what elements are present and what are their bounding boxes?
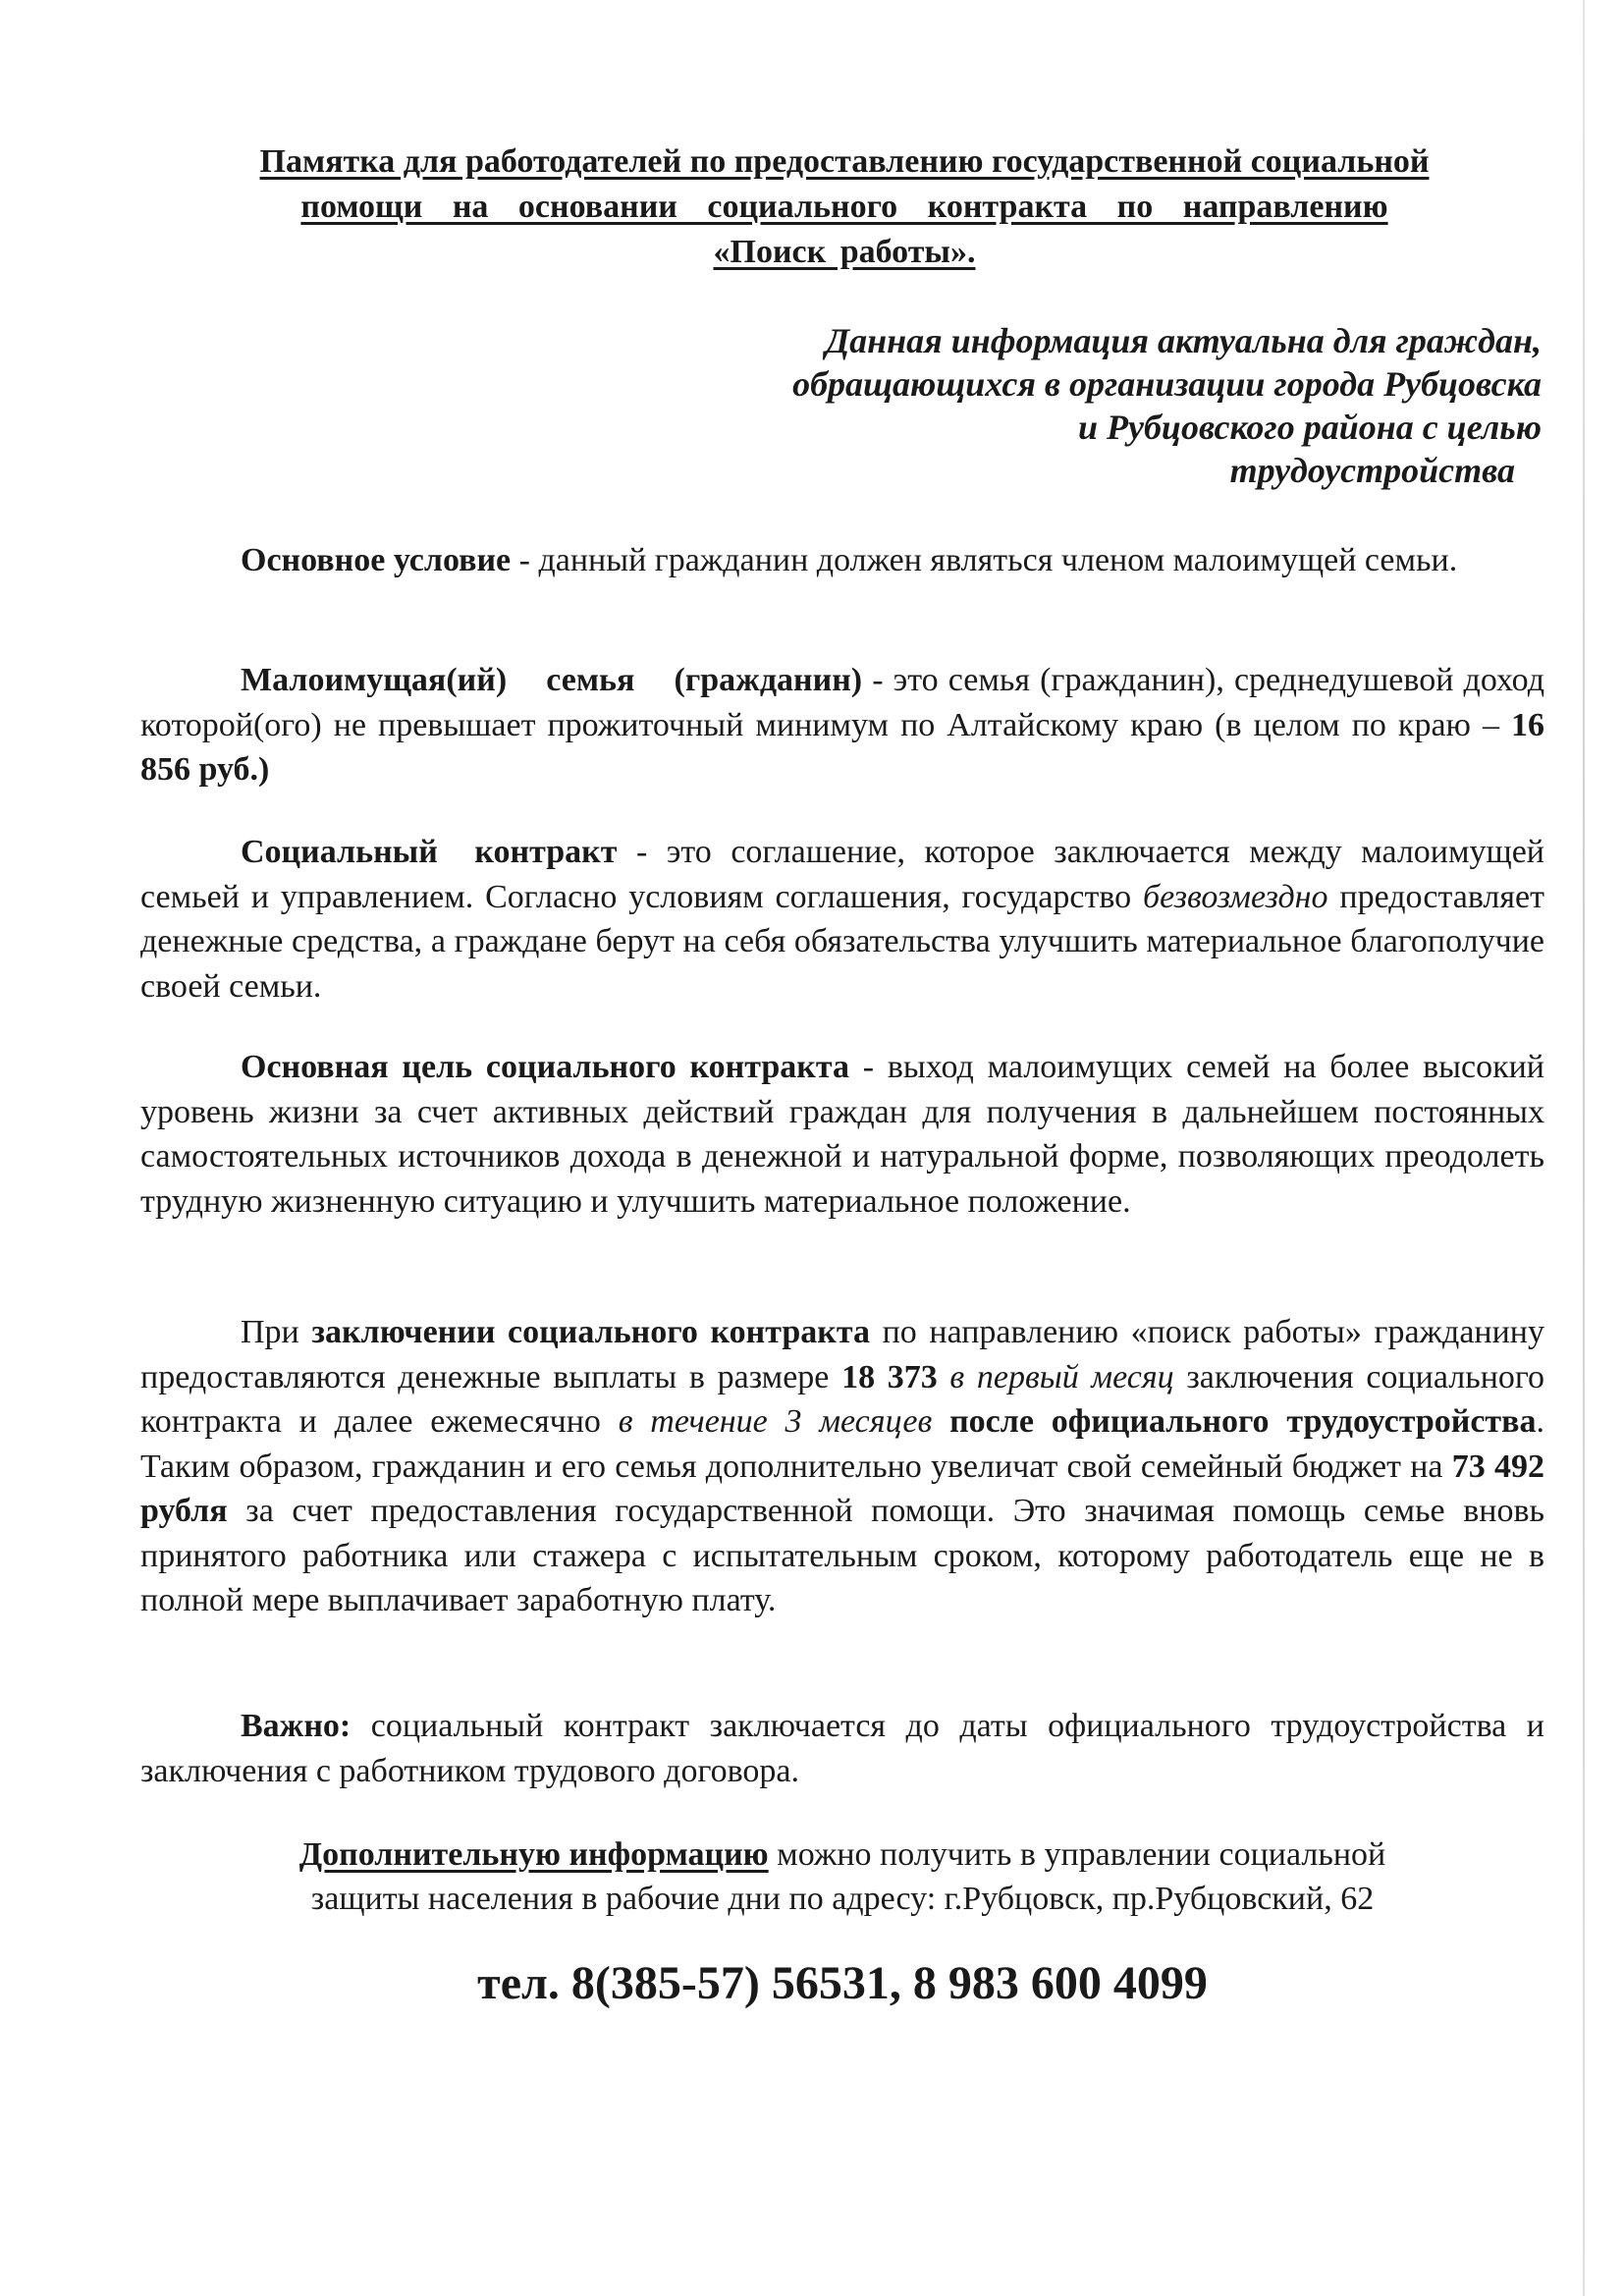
title-line-1: Памятка для работодателей по предоставлению государственной социальной xyxy=(259,143,1430,180)
title-line-3: «Поиск работы». xyxy=(713,234,976,270)
paragraph-social-contract xyxy=(140,830,1544,1009)
payments-text-1: При xyxy=(241,1314,312,1350)
subsistence-minimum-amount: 16 856 руб.) xyxy=(140,706,1544,788)
footer-additional-info: Дополнительную информацию xyxy=(298,1836,769,1873)
subtitle-line-1: Данная информация актуальна для граждан, xyxy=(825,321,1542,360)
payments-text-4: . Таким образом, гражданин и его семья дополнительно увеличат свой семейный бюджет на xyxy=(140,1403,1544,1485)
footer-line-2: защиты населения в рабочие дни по адресу: г.Рубцовск, пр.Рубцовский, 62 xyxy=(310,1881,1375,1917)
important-text: социальный контракт заключается до даты официального трудоустройства и заключения с работником трудового договора. xyxy=(140,1708,1544,1789)
paragraph-important xyxy=(140,1704,1544,1793)
low-income-term: Малоимущая(ий) семья (гражданин) xyxy=(241,662,863,698)
paragraph-payments xyxy=(140,1310,1544,1623)
phone-numbers: тел. 8(385-57) 56531, 8 983 600 4099 xyxy=(477,1957,1208,2009)
payments-term-contract: заключении социального контракта xyxy=(311,1314,870,1350)
main-goal-term: Основная цель социального контракта xyxy=(241,1049,849,1085)
payments-first-month: в первый месяц xyxy=(937,1358,1174,1395)
document-subtitle xyxy=(550,319,1542,492)
social-contract-free-word: безвозмездно xyxy=(1143,878,1328,915)
main-condition-term: Основное условие xyxy=(241,542,512,578)
paragraph-main-goal xyxy=(140,1045,1544,1224)
footer-contact-info xyxy=(140,1832,1544,1921)
subtitle-line-4: трудоустройства xyxy=(1229,451,1515,490)
title-line-2: помощи на основании социального контракта по направлению xyxy=(300,189,1388,225)
main-condition-text: - данный гражданин должен являться членом малоимущей семьи. xyxy=(511,542,1458,578)
scan-edge-line xyxy=(1583,0,1585,2296)
social-contract-term: Социальный контракт xyxy=(241,834,618,870)
payments-text-2: по направлению «поиск работы» гражданину предоставляются денежные выплаты в размере xyxy=(140,1314,1544,1395)
footer-text-1: можно получить в управлении социальной xyxy=(768,1836,1386,1873)
social-contract-text-1: - это соглашение, которое заключается между малоимущей семьей и управлением. Согласно условиям соглашения, государство xyxy=(140,834,1544,915)
social-contract-text-2: предоставляет денежные средства, а граждане берут на себя обязательства улучшить материальное благополучие своей семьи. xyxy=(140,878,1544,1005)
important-term: Важно: xyxy=(241,1708,352,1744)
paragraph-main-condition xyxy=(140,538,1544,583)
payments-text-5: за счет предоставления государственной помощи. Это значимая помощь семье вновь принятого работника или стажера с испытательным сроком, которому работодатель еще не в полной мере выплачивает заработную плату. xyxy=(140,1493,1544,1618)
subtitle-line-2: обращающихся в организации города Рубцовска xyxy=(792,364,1542,404)
payment-amount-first: 18 373 xyxy=(841,1358,938,1395)
subtitle-line-3: и Рубцовского района с целью xyxy=(1077,408,1542,447)
paragraph-low-income-family xyxy=(140,658,1544,793)
low-income-text: - это семья (гражданин), среднедушевой доход которой(ого) не превышает прожиточный минимум по Алтайскому краю (в целом по краю – xyxy=(140,662,1544,743)
document-title xyxy=(157,139,1532,275)
payments-text-3: заключения социального контракта и далее ежемесячно xyxy=(140,1358,1544,1440)
payment-amount-total: 73 492 рубля xyxy=(140,1448,1544,1529)
payments-three-months: в течение 3 месяцев xyxy=(618,1403,933,1440)
payments-after-employment: после официального трудоустройства xyxy=(932,1403,1537,1440)
main-goal-text: - выход малоимущих семей на более высокий уровень жизни за счет активных действий граждан для получения в дальнейшем постоянных самостоятельных источников дохода в денежной и натуральной форме, позволяющих преодолеть трудную жизненную ситуацию и улучшить материальное положение. xyxy=(140,1049,1544,1220)
footer-line-1 xyxy=(140,1832,1544,1877)
